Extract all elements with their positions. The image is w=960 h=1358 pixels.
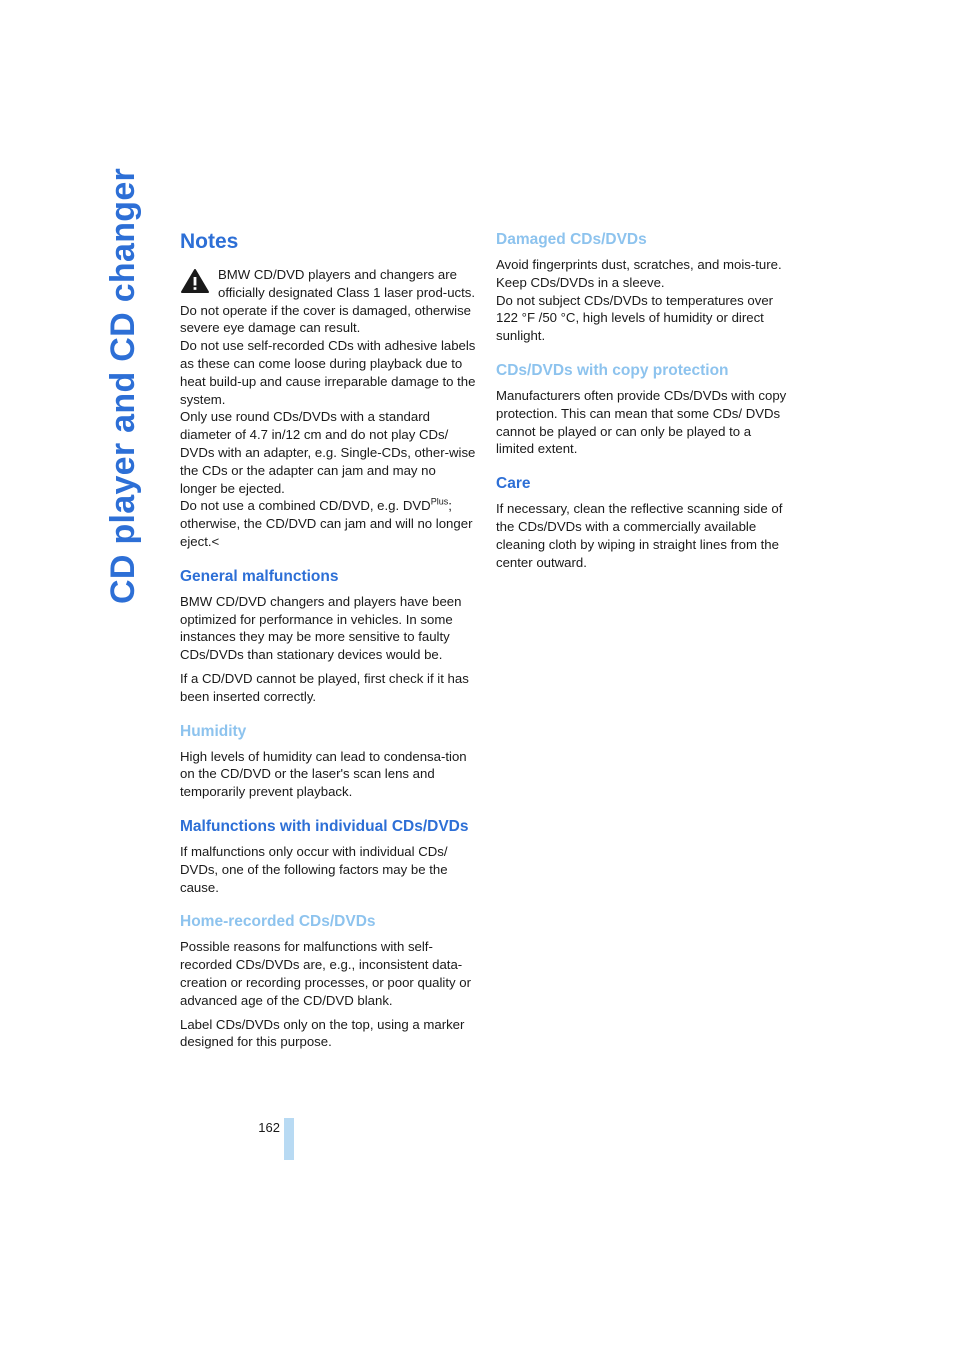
- general-malfunctions-p1: BMW CD/DVD changers and players have been optimized for performance in vehicles. In some instances they may be more sensitive to faulty CDs/DVDs than stationary devices would be.: [180, 593, 462, 663]
- individual-malfunctions-text: If malfunctions only occur with individual CDs/ DVDs, one of the following factors may be the cause.: [180, 843, 448, 895]
- section-side-title: CD player and CD changer: [104, 167, 142, 604]
- page-marker-bar: [284, 1118, 294, 1160]
- damaged-line-2: Keep CDs/DVDs in a sleeve.: [496, 274, 665, 290]
- general-malfunctions-heading: General malfunctions: [180, 567, 339, 585]
- warning-line-2: Do not use self-recorded CDs with adhesive labels as these can come loose during playback due to heat build-up and cause irreparable damage to the system.: [180, 338, 476, 407]
- damaged-line-1: Avoid fingerprints dust, scratches, and mois-ture.: [496, 257, 782, 272]
- left-column: [180, 228, 476, 1057]
- damaged-text: [496, 256, 792, 345]
- copy-protection-heading: CDs/DVDs with copy protection: [496, 361, 729, 379]
- home-recorded-p2: Label CDs/DVDs only on the top, using a marker designed for this purpose.: [180, 1016, 465, 1050]
- warning-text: [180, 266, 476, 551]
- page-number: 162: [258, 1120, 280, 1135]
- care-heading: Care: [496, 475, 531, 493]
- copy-protection-text: Manufacturers often provide CDs/DVDs with copy protection. This can mean that some CDs/ DVDs cannot be played or can only be played to a limited extent.: [496, 387, 787, 457]
- home-recorded-heading: Home-recorded CDs/DVDs: [180, 913, 376, 931]
- damaged-line-3: Do not subject CDs/DVDs to temperatures over 122 °F /50 °C, high levels of humidity or direct sunlight.: [496, 292, 774, 344]
- notes-heading: Notes: [180, 230, 239, 253]
- warning-triangle-icon: [180, 268, 210, 294]
- end-mark: <: [211, 533, 220, 549]
- warning-line-3: Only use round CDs/DVDs with a standard diameter of 4.7 in/12 cm and do not play CDs/ DVDs with an adapter, e.g. Single-CDs, other-wise the CDs or the adapter can jam and may no longer be ejected.: [180, 409, 476, 496]
- humidity-text: High levels of humidity can lead to condensa-tion on the CD/DVD or the laser's scan lens and temporarily prevent playback.: [180, 748, 467, 800]
- warning-line-4-start: Do not use a combined CD/DVD, e.g. DVD: [180, 498, 431, 514]
- right-column: [496, 228, 792, 577]
- warning-line-1: BMW CD/DVD players and changers are officially designated Class 1 laser prod-ucts. Do not operate if the cover is damaged, otherwise severe eye damage can result.: [180, 267, 476, 336]
- individual-malfunctions-heading: Malfunctions with individual CDs/DVDs: [180, 817, 469, 835]
- warning-block: [180, 266, 476, 551]
- care-text: If necessary, clean the reflective scanning side of the CDs/DVDs with a commercially available cleaning cloth by wiping in straight lines from the center outward.: [496, 501, 783, 570]
- general-malfunctions-p2: If a CD/DVD cannot be played, first check if it has been inserted correctly.: [180, 670, 469, 704]
- dvd-plus-superscript: Plus: [430, 496, 449, 507]
- warning-line-4-end: ; otherwise, the CD/DVD can jam and will no longer eject.: [180, 498, 473, 549]
- damaged-heading: Damaged CDs/DVDs: [496, 231, 647, 248]
- humidity-heading: Humidity: [180, 722, 247, 740]
- home-recorded-p1: Possible reasons for malfunctions with self-recorded CDs/DVDs are, e.g., inconsistent data-creation or recording processes, or poor quality or advanced age of the CD/DVD blank.: [180, 939, 472, 1008]
- warning-line-4: [180, 497, 476, 550]
